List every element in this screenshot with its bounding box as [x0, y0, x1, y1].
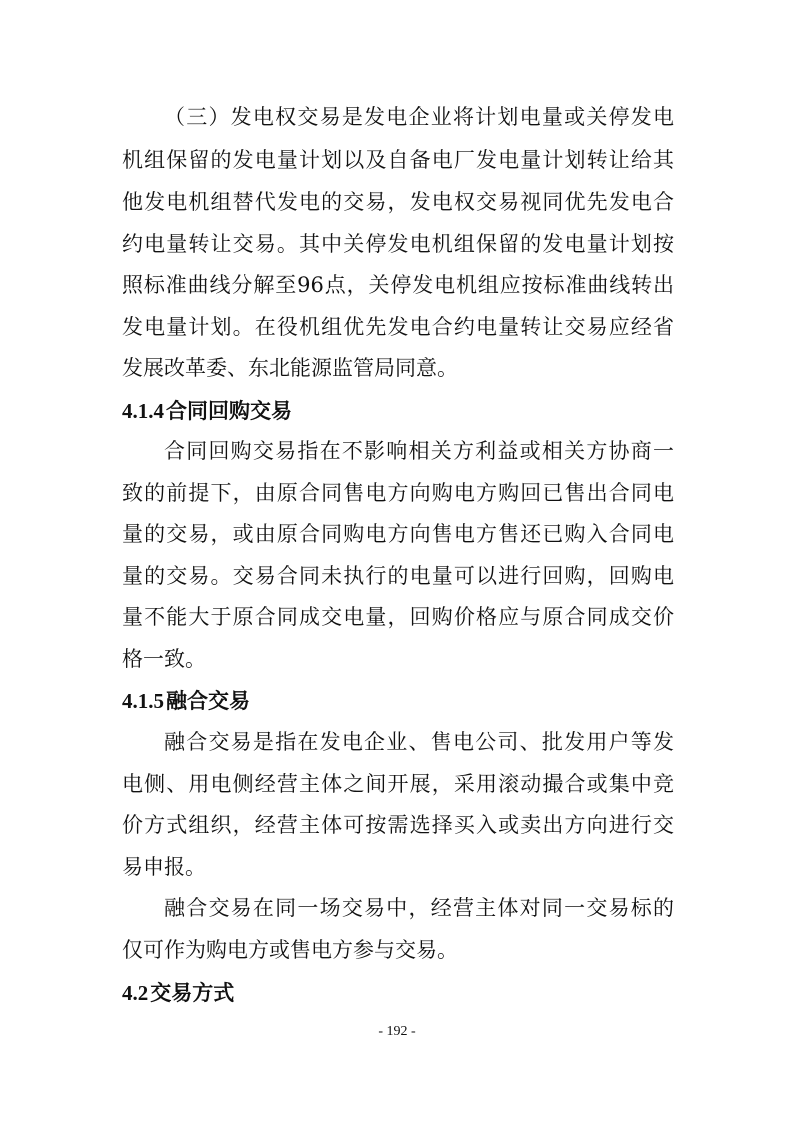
section-title: 合同回购交易	[166, 398, 292, 423]
paragraph-line: 格一致。	[122, 647, 206, 671]
section-title: 交易方式	[150, 980, 235, 1005]
section-number: 4.1.4	[122, 399, 164, 423]
paragraph-line: 仅可作为购电方或售电方参与交易。	[122, 938, 458, 962]
section-heading-4-2	[122, 978, 234, 1007]
section-number: 4.1.5	[122, 689, 164, 713]
paragraph-line: 他发电机组替代发电的交易，发电权交易视同优先发电合	[122, 190, 674, 214]
section-title: 融合交易	[166, 688, 250, 713]
paragraph-line: 照标准曲线分解至96点，关停发电机组应按标准曲线转出	[122, 273, 674, 297]
paragraph-line: 机组保留的发电量计划以及自备电厂发电量计划转让给其	[122, 148, 674, 172]
paragraph-line: 电侧、用电侧经营主体之间开展，采用滚动撮合或集中竞	[122, 772, 674, 796]
paragraph-line: 量不能大于原合同成交电量，回购价格应与原合同成交价	[122, 605, 674, 629]
paragraph-line: 量的交易。交易合同未执行的电量可以进行回购，回购电	[122, 564, 674, 588]
paragraph-line: （三）发电权交易是发电企业将计划电量或关停发电	[164, 105, 674, 129]
paragraph-line: 合同回购交易指在不影响相关方利益或相关方协商一	[164, 439, 674, 463]
paragraph-line: 发电量计划。在役机组优先发电合约电量转让交易应经省	[122, 315, 674, 339]
paragraph-line: 融合交易是指在发电企业、售电公司、批发用户等发	[164, 730, 674, 754]
section-heading-4-1-5	[122, 686, 250, 715]
section-heading-4-1-4	[122, 396, 292, 425]
paragraph-line: 价方式组织，经营主体可按需选择买入或卖出方向进行交	[122, 813, 674, 837]
paragraph-line: 量的交易，或由原合同购电方向售电方售还已购入合同电	[122, 522, 674, 546]
paragraph-line: 融合交易在同一场交易中，经营主体对同一交易标的	[164, 896, 674, 920]
paragraph-line: 致的前提下，由原合同售电方向购电方购回已售出合同电	[122, 481, 674, 505]
paragraph-line: 约电量转让交易。其中关停发电机组保留的发电量计划按	[122, 232, 674, 256]
paragraph-line: 易申报。	[122, 855, 206, 879]
page-number: - 192 -	[378, 1024, 416, 1039]
section-number: 4.2	[122, 981, 149, 1005]
paragraph-line: 发展改革委、东北能源监管局同意。	[122, 356, 458, 380]
